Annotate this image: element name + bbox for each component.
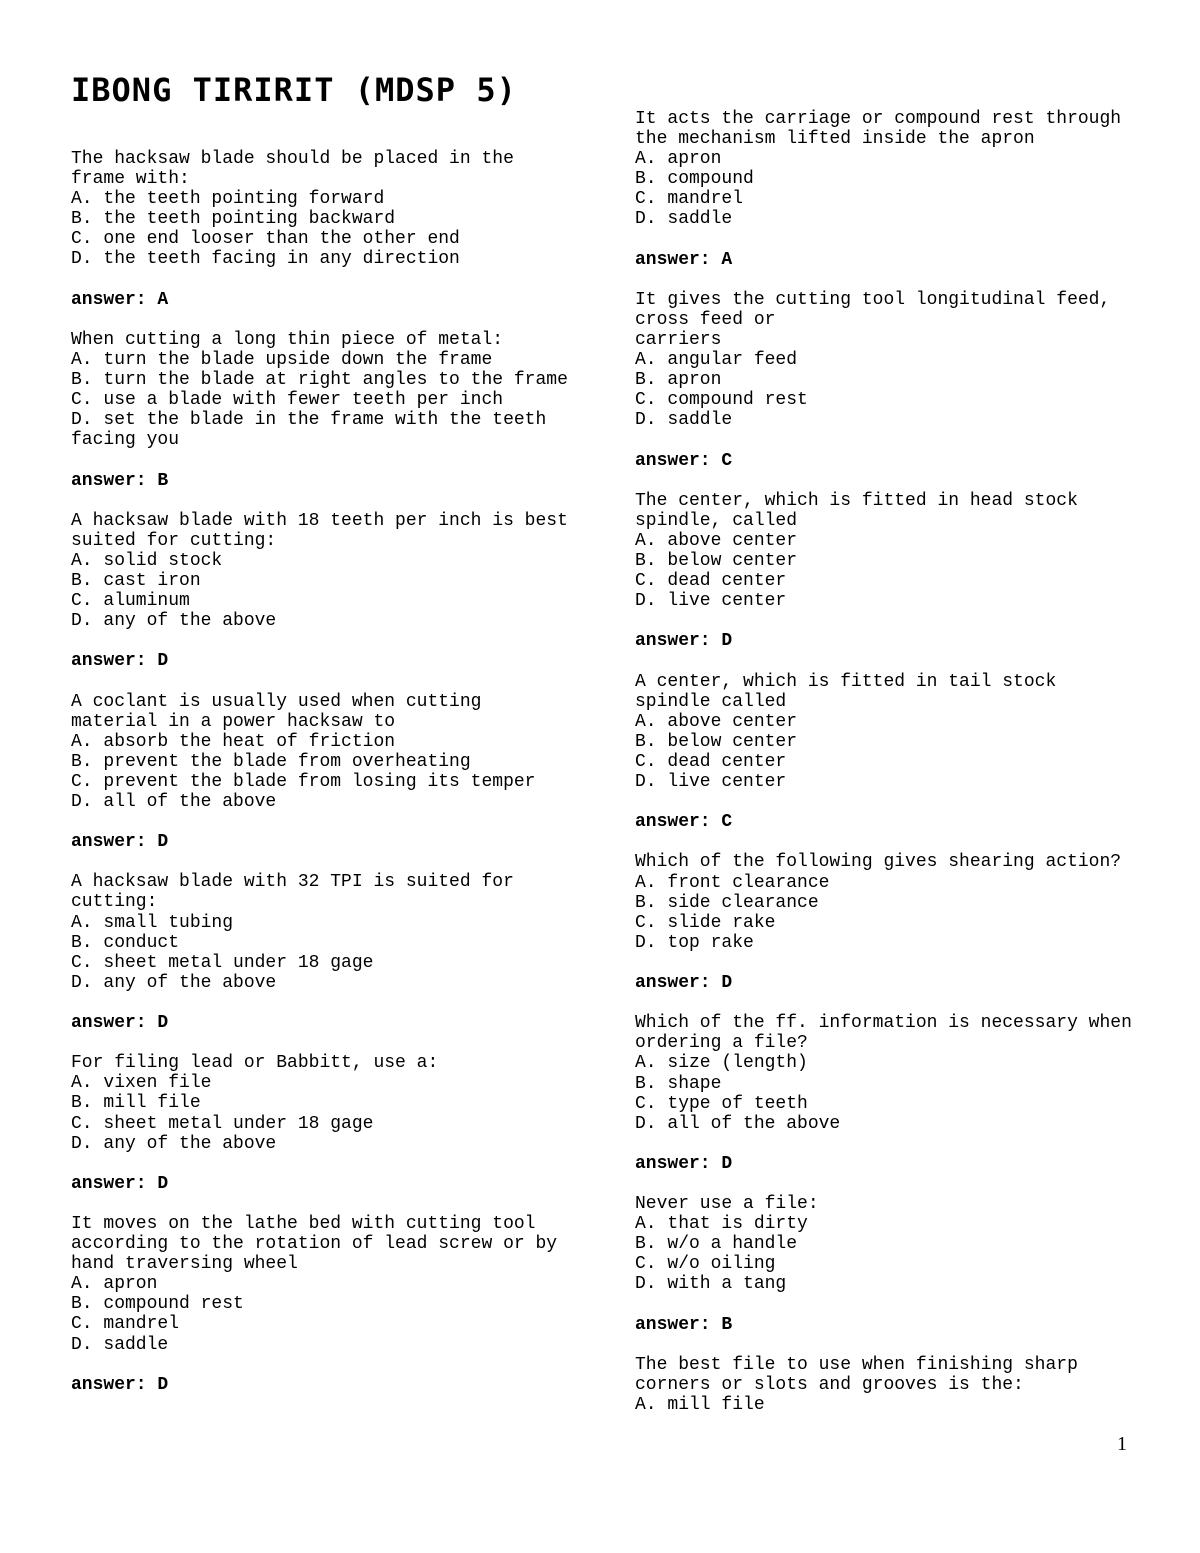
question-block [71, 692, 591, 873]
answer-option: A. absorb the heat of friction [71, 731, 396, 752]
left-column [71, 149, 591, 1395]
answer-option: C. mandrel [635, 189, 744, 210]
answer-option: C. use a blade with fewer teeth per inch [71, 390, 504, 411]
answer-option: B. cast iron [71, 570, 201, 591]
spacer [71, 310, 591, 330]
spacer [71, 1194, 591, 1214]
question-text: material in a power hacksaw to [71, 711, 396, 732]
answer-option: B. apron [635, 370, 722, 391]
answer-option: D. all of the above [635, 1113, 841, 1134]
question-block [71, 330, 591, 511]
answer-key: answer: D [71, 1173, 169, 1194]
question-text: Which of the ff. information is necessary when [635, 1013, 1132, 1034]
answer-option: A. mill file [635, 1395, 765, 1415]
answer-option: C. aluminum [71, 591, 190, 612]
question-text: cross feed or [635, 309, 776, 330]
spacer [71, 812, 591, 832]
spacer [635, 832, 1155, 852]
question-block [635, 109, 1155, 290]
spacer [635, 230, 1155, 250]
answer-option: C. sheet metal under 18 gage [71, 952, 374, 973]
question-text: A hacksaw blade with 18 teeth per inch is best [71, 510, 568, 531]
page-number: 1 [1117, 1433, 1127, 1455]
answer-option: C. sheet metal under 18 gage [71, 1113, 374, 1134]
spacer [71, 993, 591, 1013]
spacer [71, 852, 591, 872]
answer-option: D. set the blade in the frame with the teeth [71, 410, 547, 431]
spacer [635, 953, 1155, 973]
question-text: the mechanism lifted inside the apron [635, 129, 1035, 150]
answer-key: answer: B [635, 1314, 733, 1335]
spacer [71, 450, 591, 470]
answer-key: answer: A [635, 249, 733, 270]
question-text: carriers [635, 330, 722, 351]
answer-option: D. saddle [635, 410, 733, 431]
answer-key: answer: D [71, 651, 169, 672]
answer-option: C. dead center [635, 571, 787, 592]
question-block [635, 852, 1155, 1013]
question-block [71, 1053, 591, 1214]
spacer [71, 270, 591, 290]
spacer [635, 1174, 1155, 1194]
answer-option: B. below center [635, 551, 798, 572]
question-text: spindle called [635, 691, 787, 712]
question-block [635, 1013, 1155, 1194]
answer-option: B. compound rest [71, 1294, 244, 1315]
answer-key: answer: D [71, 1013, 169, 1034]
spacer [635, 792, 1155, 812]
answer-option: facing you [71, 430, 180, 451]
document-title: IBONG TIRIRIT (MDSP 5) [71, 71, 517, 109]
spacer [635, 1295, 1155, 1315]
answer-key: answer: C [635, 812, 733, 833]
spacer [71, 1355, 591, 1375]
answer-option: D. top rake [635, 932, 754, 953]
answer-key: answer: A [71, 289, 169, 310]
answer-option: D. saddle [71, 1334, 169, 1355]
spacer [635, 270, 1155, 290]
answer-option: C. compound rest [635, 390, 808, 411]
answer-option: B. w/o a handle [635, 1234, 798, 1255]
question-text: It acts the carriage or compound rest through [635, 109, 1122, 129]
question-text: hand traversing wheel [71, 1254, 298, 1275]
answer-option: A. above center [635, 711, 798, 732]
answer-option: C. mandrel [71, 1314, 180, 1335]
question-block [71, 1214, 591, 1395]
question-block [71, 149, 591, 330]
question-block [71, 511, 591, 692]
question-block [635, 672, 1155, 853]
answer-option: B. conduct [71, 932, 180, 953]
question-text: spindle, called [635, 510, 798, 531]
answer-option: B. mill file [71, 1093, 201, 1114]
spacer [71, 1033, 591, 1053]
answer-key: answer: D [635, 631, 733, 652]
answer-option: D. all of the above [71, 792, 277, 812]
right-column [635, 109, 1155, 1415]
answer-option: D. saddle [635, 209, 733, 230]
answer-key: answer: D [71, 1374, 169, 1395]
answer-option: B. prevent the blade from overheating [71, 751, 471, 772]
answer-key: answer: C [635, 450, 733, 471]
answer-key: answer: B [71, 470, 169, 491]
answer-option: A. front clearance [635, 872, 830, 893]
question-text: A coclant is usually used when cutting [71, 691, 482, 712]
answer-option: B. shape [635, 1073, 722, 1094]
answer-option: C. slide rake [635, 912, 776, 933]
answer-option: A. above center [635, 530, 798, 551]
spacer [635, 431, 1155, 451]
question-text: When cutting a long thin piece of metal: [71, 329, 504, 350]
answer-option: B. turn the blade at right angles to the frame [71, 370, 568, 391]
answer-option: A. the teeth pointing forward [71, 189, 385, 210]
question-text: corners or slots and grooves is the: [635, 1374, 1024, 1395]
answer-option: A. turn the blade upside down the frame [71, 349, 493, 370]
answer-option: A. size (length) [635, 1053, 808, 1074]
question-text: The best file to use when finishing sharp [635, 1354, 1078, 1375]
spacer [635, 471, 1155, 491]
spacer [71, 491, 591, 511]
question-block [71, 872, 591, 1053]
answer-option: D. live center [635, 772, 787, 793]
answer-key: answer: D [71, 832, 169, 853]
answer-option: D. with a tang [635, 1274, 787, 1295]
answer-option: C. type of teeth [635, 1093, 808, 1114]
spacer [635, 1134, 1155, 1154]
spacer [71, 631, 591, 651]
answer-option: B. compound [635, 169, 754, 190]
answer-option: A. that is dirty [635, 1214, 808, 1235]
question-text: It moves on the lathe bed with cutting tool [71, 1213, 536, 1234]
answer-option: A. angular feed [635, 350, 798, 371]
question-text: The hacksaw blade should be placed in the [71, 149, 514, 169]
question-text: A center, which is fitted in tail stock [635, 671, 1057, 692]
question-text: ordering a file? [635, 1033, 808, 1054]
question-text: Never use a file: [635, 1194, 819, 1215]
answer-option: A. apron [635, 149, 722, 170]
answer-option: D. any of the above [71, 611, 277, 632]
question-text: Which of the following gives shearing action? [635, 852, 1122, 873]
answer-option: B. below center [635, 731, 798, 752]
answer-option: B. the teeth pointing backward [71, 209, 396, 230]
answer-option: A. apron [71, 1274, 158, 1295]
answer-option: D. any of the above [71, 972, 277, 993]
answer-option: A. vixen file [71, 1073, 212, 1094]
answer-option: A. solid stock [71, 550, 223, 571]
question-text: suited for cutting: [71, 530, 277, 551]
question-text: It gives the cutting tool longitudinal feed, [635, 289, 1111, 310]
answer-option: D. any of the above [71, 1133, 277, 1154]
question-block [635, 1355, 1155, 1415]
answer-option: C. w/o oiling [635, 1254, 776, 1275]
answer-option: D. live center [635, 591, 787, 612]
question-block [635, 1194, 1155, 1355]
answer-option: A. small tubing [71, 912, 234, 933]
question-text: frame with: [71, 169, 190, 190]
answer-option: C. prevent the blade from losing its temper [71, 771, 536, 792]
question-text: cutting: [71, 892, 158, 913]
answer-option: C. one end looser than the other end [71, 229, 460, 250]
question-block [635, 290, 1155, 491]
question-text: according to the rotation of lead screw or by [71, 1234, 558, 1255]
spacer [71, 671, 591, 691]
question-text: For filing lead or Babbitt, use a: [71, 1053, 439, 1074]
question-text: The center, which is fitted in head stock [635, 490, 1078, 511]
spacer [635, 993, 1155, 1013]
spacer [635, 1335, 1155, 1355]
answer-option: C. dead center [635, 752, 787, 772]
answer-option: B. side clearance [635, 892, 819, 913]
answer-key: answer: D [635, 1153, 733, 1174]
answer-option: D. the teeth facing in any direction [71, 249, 460, 270]
question-block [635, 491, 1155, 672]
spacer [635, 652, 1155, 672]
answer-key: answer: D [635, 973, 733, 994]
spacer [635, 611, 1155, 631]
question-text: A hacksaw blade with 32 TPI is suited for [71, 872, 514, 893]
spacer [71, 1154, 591, 1174]
